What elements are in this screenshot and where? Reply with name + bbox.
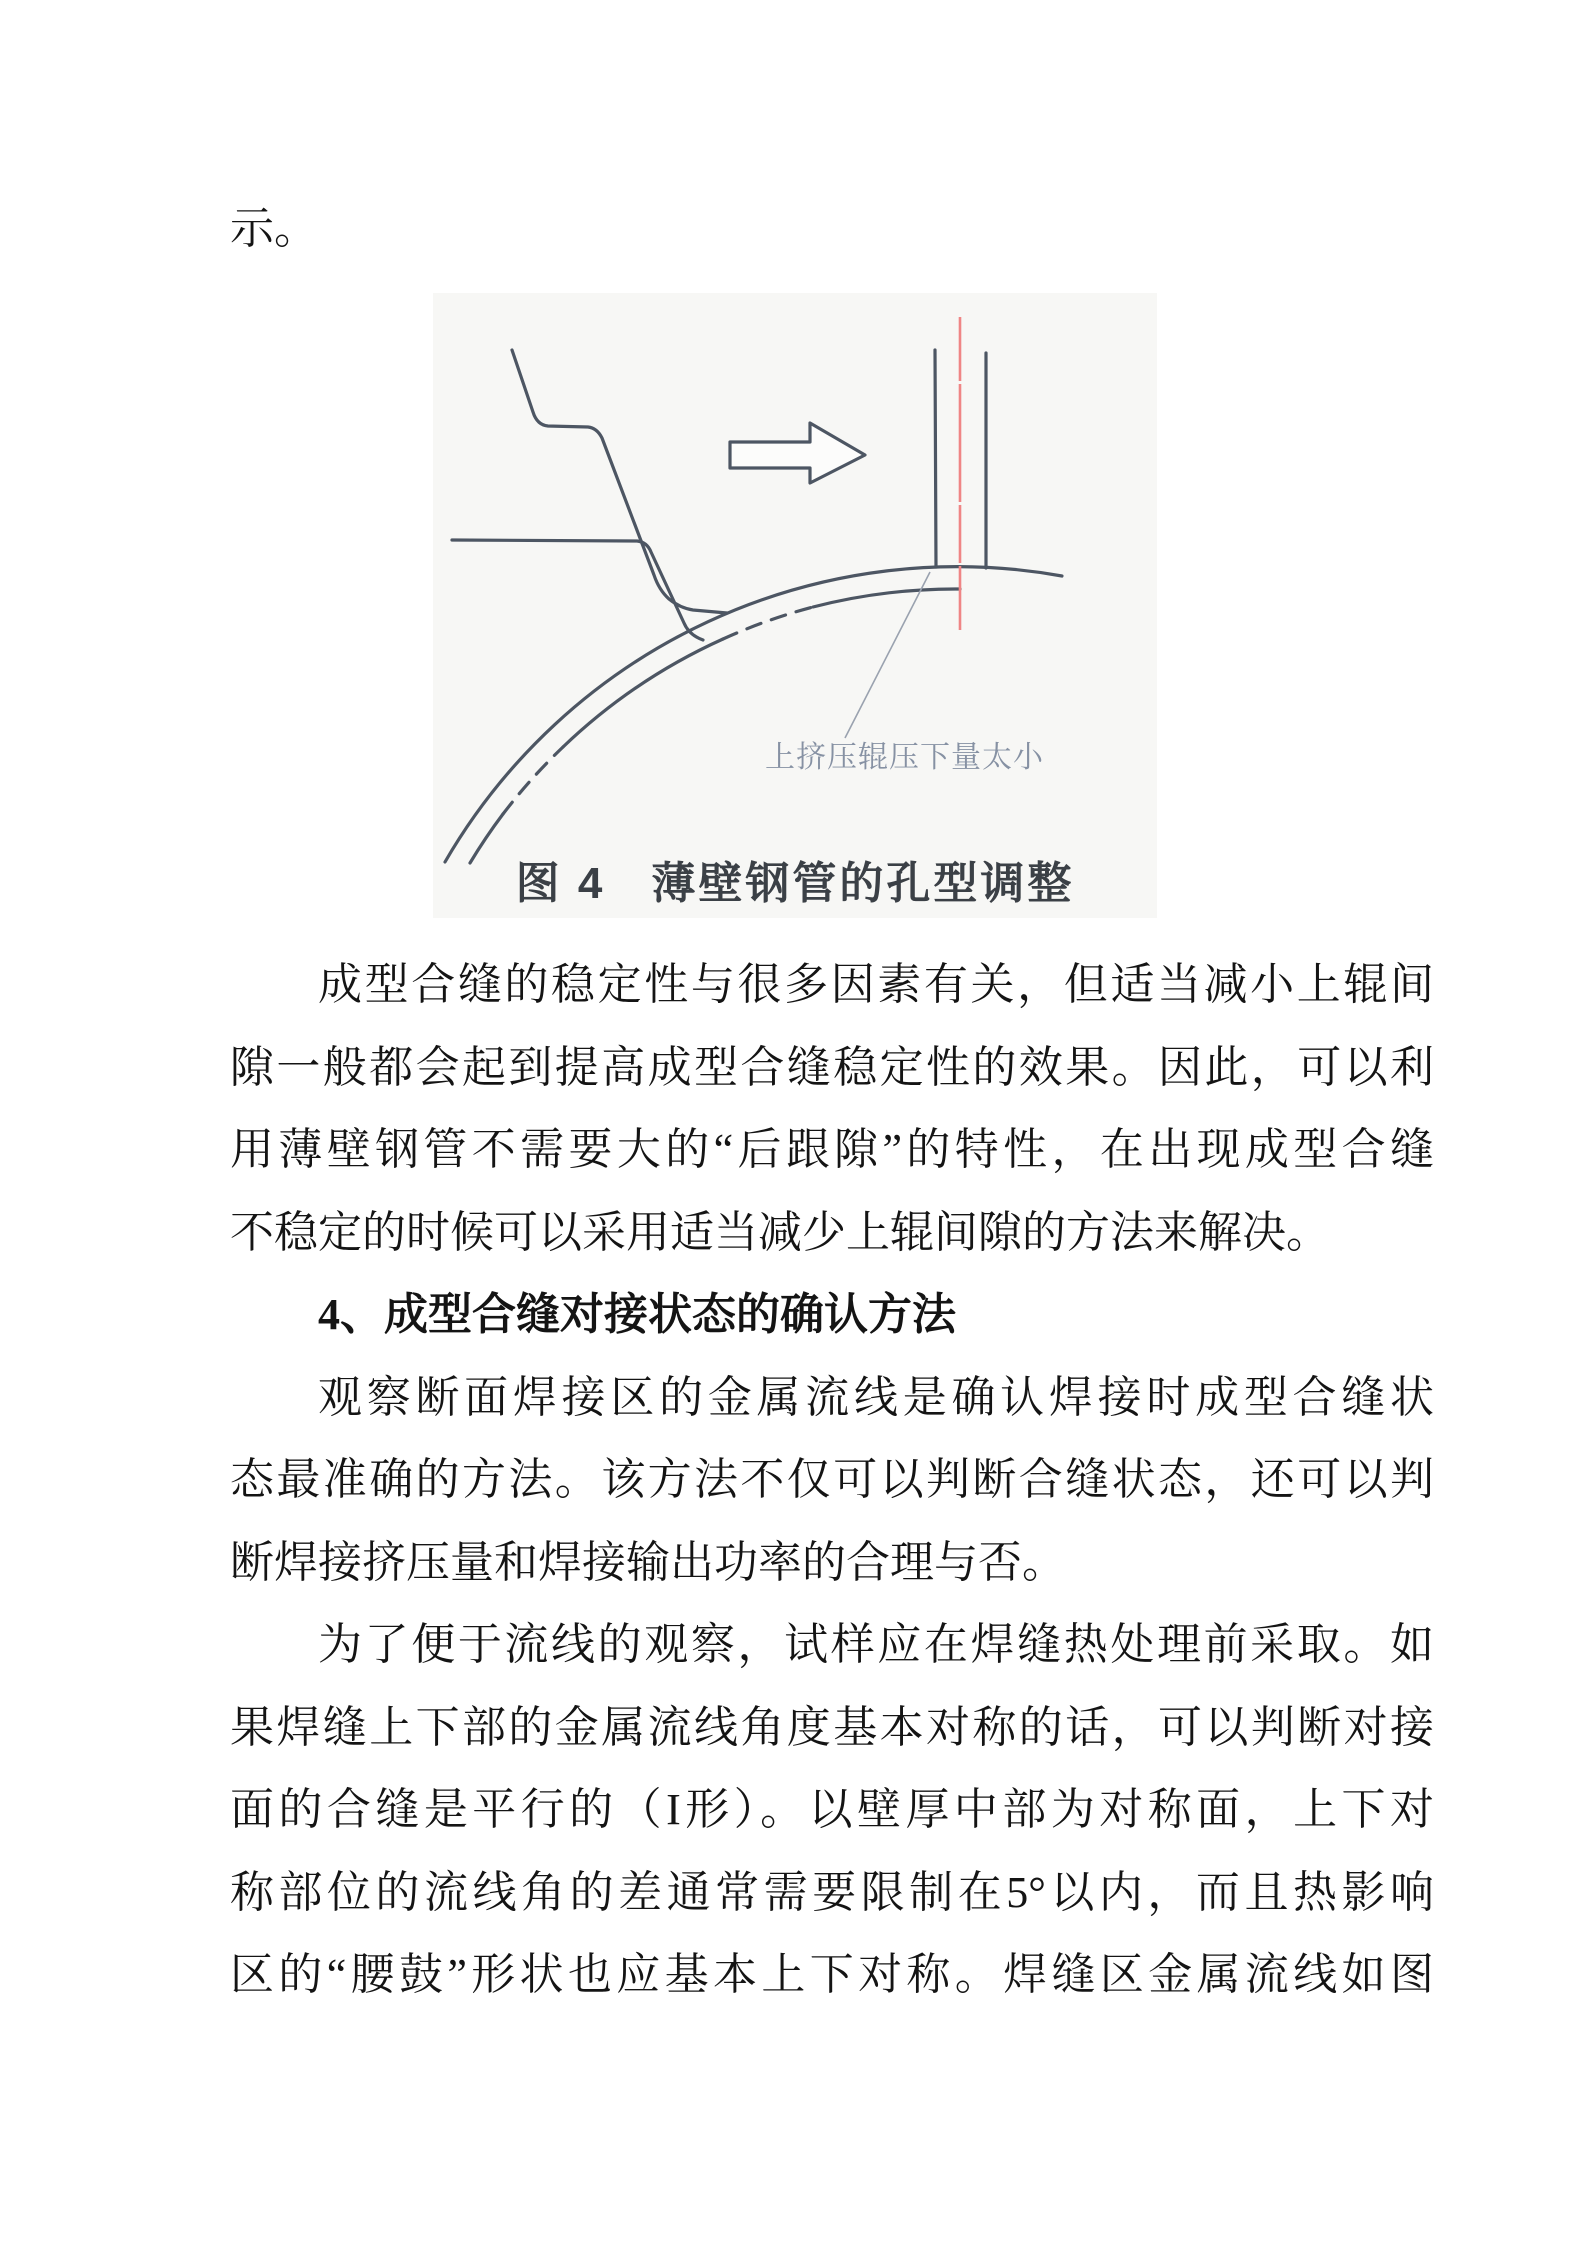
body-text-line: 隙一般都会起到提高成型合缝稳定性的效果。因此，可以利	[230, 1042, 1434, 1092]
body-text-line: 不稳定的时候可以采用适当减少上辊间隙的方法来解决。	[230, 1207, 1330, 1257]
body-text-line: 示。	[230, 204, 318, 253]
body-text-line: 称部位的流线角的差通常需要限制在5°以内，而且热影响	[230, 1867, 1434, 1917]
paragraph-1	[230, 944, 1434, 1274]
paragraph-2	[230, 1357, 1434, 1605]
section-heading-block	[230, 1274, 1434, 1357]
figure-background	[433, 293, 1157, 918]
body-text-line: 果焊缝上下部的金属流线角度基本对称的话，可以判断对接	[230, 1702, 1434, 1752]
paragraph-3	[230, 1604, 1434, 2017]
text-flow	[230, 944, 1434, 2017]
body-text-line: 为了便于流线的观察，试样应在焊缝热处理前采取。如	[318, 1620, 1434, 1669]
body-text-line: 成型合缝的稳定性与很多因素有关，但适当减小上辊间	[318, 960, 1434, 1009]
body-text-line: 断焊接挤压量和焊接输出功率的合理与否。	[230, 1537, 1066, 1587]
body-text-line: 用薄壁钢管不需要大的“后跟隙”的特性，在出现成型合缝	[230, 1125, 1434, 1174]
figure-caption-number: 图 4	[515, 859, 606, 908]
figure-caption-title: 薄壁钢管的孔型调整	[651, 859, 1075, 908]
figure-annotation-label: 上挤压辊压下量太小	[765, 741, 1044, 774]
section-heading: 4、成型合缝对接状态的确认方法	[318, 1290, 956, 1339]
figure-4	[433, 293, 1157, 918]
figure-caption	[433, 853, 1157, 908]
body-text-line: 面的合缝是平行的（I形）。以壁厚中部为对称面，上下对	[230, 1785, 1434, 1834]
pipe-roll-diagram	[433, 293, 1157, 918]
body-text-line: 观察断面焊接区的金属流线是确认焊接时成型合缝状	[318, 1372, 1434, 1422]
body-text-line: 态最准确的方法。该方法不仅可以判断合缝状态，还可以判	[230, 1455, 1434, 1504]
body-text-line: 区的“腰鼓”形状也应基本上下对称。焊缝区金属流线如图	[230, 1950, 1434, 1999]
squeeze-roll-left-line	[935, 350, 936, 567]
